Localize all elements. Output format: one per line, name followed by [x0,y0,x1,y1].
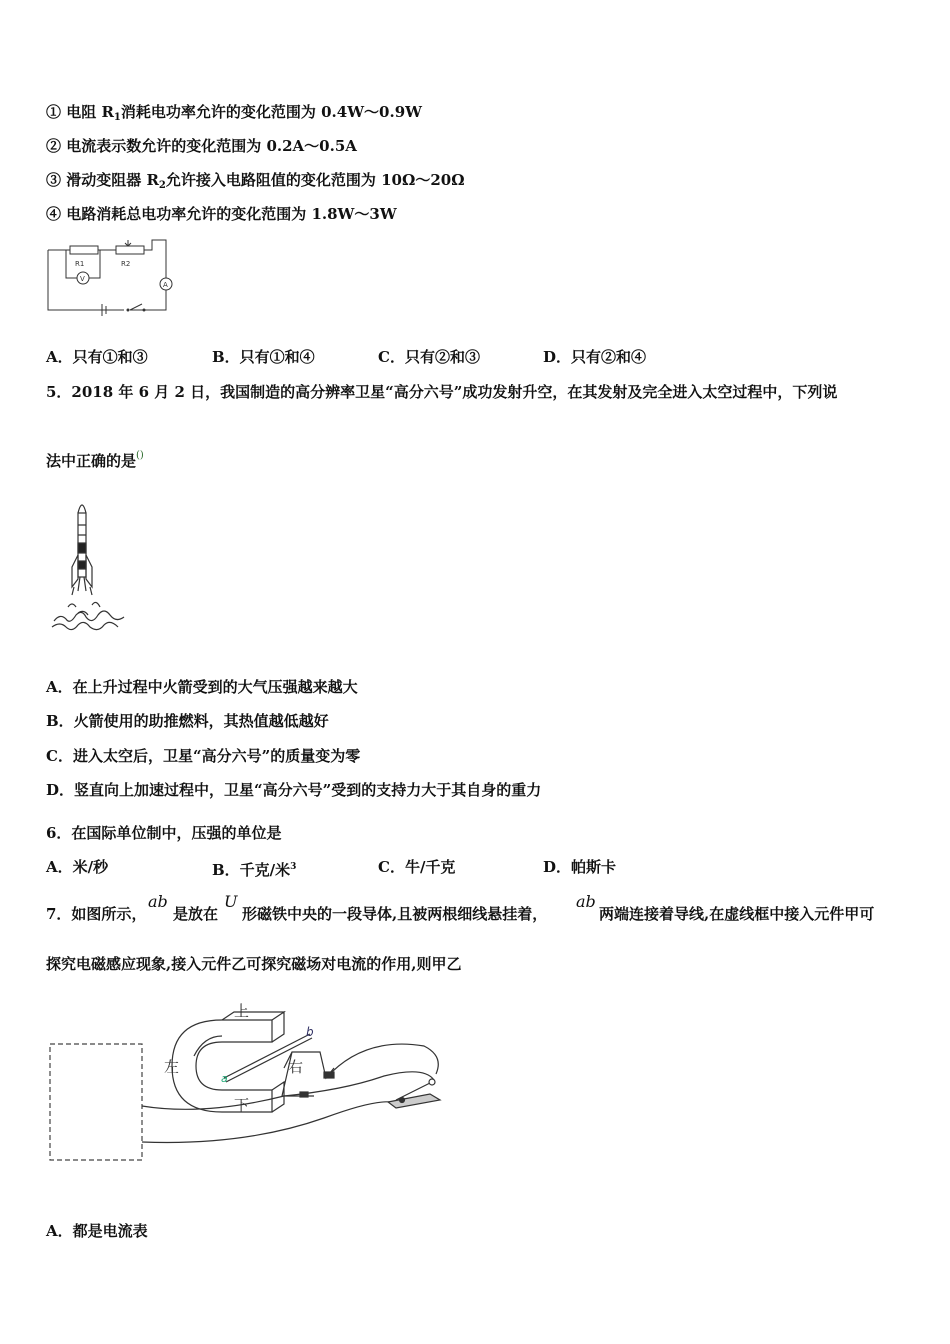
q4-option-c[interactable]: C．只有②和③ [378,348,480,366]
circuit-label-v: V [80,275,85,283]
q5-option-d[interactable]: D．竖直向上加速过程中，卫星“高分六号”受到的支持力大于其自身的重力 [46,781,542,799]
q5-stem-line-1: 5．2018 年 6 月 2 日，我国制造的高分辨率卫星“高分六号”成功发射升空，在其发射及完全进入太空过程中，下列说 [46,383,838,401]
circuit-label-r1: R1 [75,260,85,268]
circuit-diagram [44,236,184,316]
q7-u: U [224,892,238,911]
q4-option-a[interactable]: A．只有①和③ [46,348,148,366]
figure-label-down: 下 [234,1096,250,1114]
q6-stem: 6．在国际单位制中，压强的单位是 [46,824,282,842]
q7-ab-2: ab [576,892,596,911]
q6-option-c[interactable]: C．牛/千克 [378,858,456,876]
q7-ab-1: ab [148,892,168,911]
circuit-label-a: A [163,281,168,289]
q7-option-a[interactable]: A．都是电流表 [46,1222,148,1240]
magnet-apparatus-figure [44,996,454,1166]
q6-option-d[interactable]: D．帕斯卡 [543,858,617,876]
q7-stem-d: 两端连接着导线,在虚线框中接入元件甲可 [599,905,875,923]
q4-item-4: ④ 电路消耗总电功率允许的变化范围为 1.8W～3W [46,205,397,223]
figure-label-left: 左 [164,1058,180,1076]
q7-stem-line-2: 探究电磁感应现象,接入元件乙可探究磁场对电流的作用,则甲乙 [46,955,462,973]
dashed-component-box [50,1044,142,1160]
figure-label-right: 右 [288,1058,304,1076]
q5-option-b[interactable]: B．火箭使用的助推燃料，其热值越低越好 [46,712,329,730]
q6-option-a[interactable]: A．米/秒 [46,858,109,876]
rocket-illustration [48,495,130,635]
q4-option-b[interactable]: B．只有①和④ [212,348,315,366]
circuit-label-r2: R2 [121,260,131,268]
q5-option-c[interactable]: C．进入太空后，卫星“高分六号”的质量变为零 [46,747,361,765]
figure-label-up: 上 [234,1002,250,1020]
q4-item-1: ① 电阻 $R_1$消耗电功率允许的变化范围为 0.4W～0.9W [46,103,422,123]
q6-option-b[interactable]: B．千克/米$^3$ [212,861,297,879]
q7-stem-b: 是放在 [173,905,219,923]
figure-label-a: a [221,1072,228,1085]
q4-option-d[interactable]: D．只有②和④ [543,348,647,366]
q7-stem-a: 7．如图所示， [46,905,147,923]
figure-label-b: b [306,1025,314,1039]
q5-stem-line-2: 法中正确的是() [46,450,144,470]
q4-item-3: ③ 滑动变阻器 $R_2$允许接入电路阻值的变化范围为 10Ω～20Ω [46,171,465,191]
q7-stem-c: 形磁铁中央的一段导体,且被两根细线悬挂着， [242,905,548,923]
q5-option-a[interactable]: A．在上升过程中火箭受到的大气压强越来越大 [46,678,358,696]
q4-item-2: ② 电流表示数允许的变化范围为 0.2A～0.5A [46,137,357,155]
